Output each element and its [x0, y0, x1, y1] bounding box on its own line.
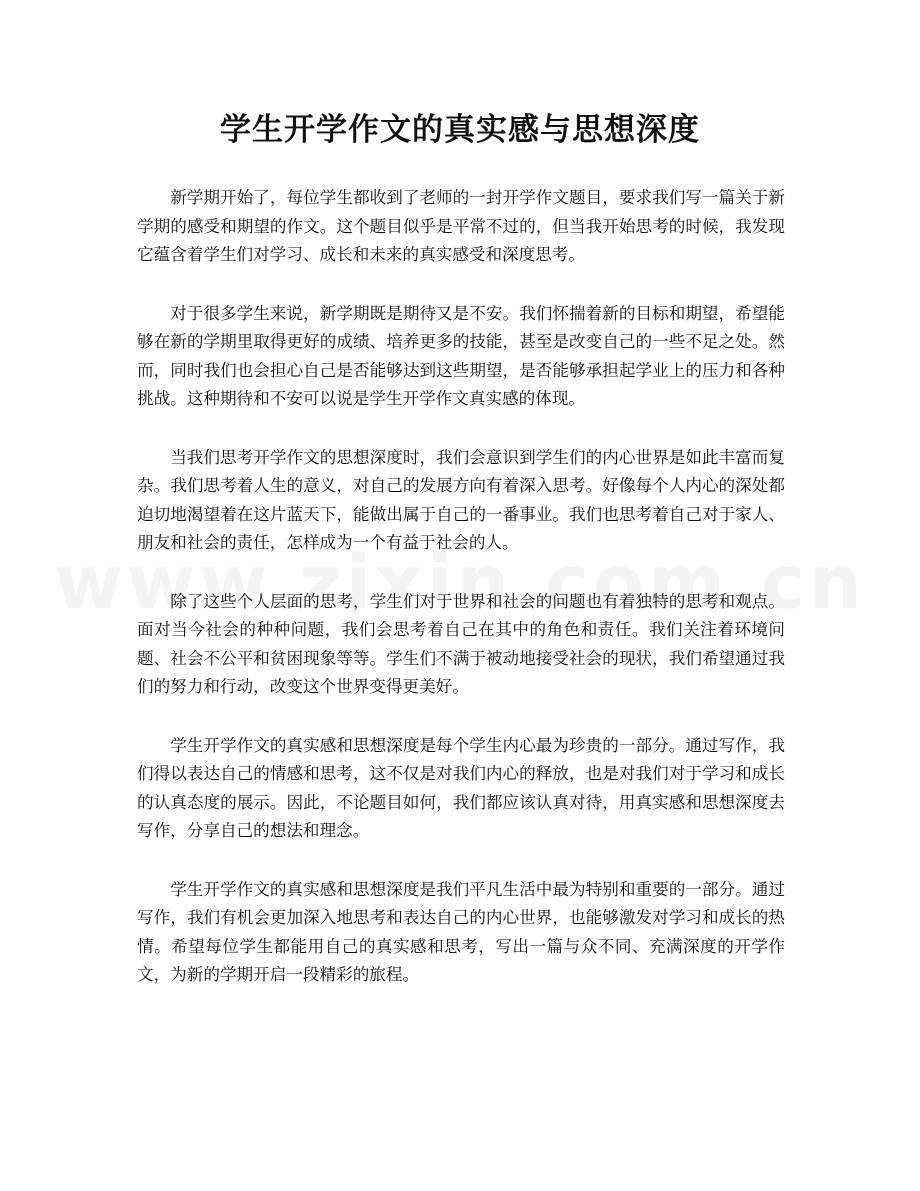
- document-body: [137, 184, 785, 1020]
- paragraph-5: 学生开学作文的真实感和思想深度是每个学生内心最为珍贵的一部分。通过写作，我们得以表达自己的情感和思考，这不仅是对我们内心的释放，也是对我们对于学习和成长的认真态度的展示。因此，不论题目如何，我们都应该认真对待，用真实感和思想深度去写作，分享自己的想法和理念。: [137, 735, 785, 840]
- document-title: 学生开学作文的真实感与思想深度: [220, 112, 700, 148]
- paragraph-6: 学生开学作文的真实感和思想深度是我们平凡生活中最为特别和重要的一部分。通过写作，我们有机会更加深入地思考和表达自己的内心世界，也能够激发对学习和成长的热情。希望每位学生都能用自己的真实感和思考，写出一篇与众不同、充满深度的开学作文，为新的学期开启一段精彩的旅程。: [137, 879, 785, 984]
- paragraph-1: 新学期开始了，每位学生都收到了老师的一封开学作文题目，要求我们写一篇关于新学期的感受和期望的作文。这个题目似乎是平常不过的，但当我开始思考的时候，我发现它蕴含着学生们对学习、成长和未来的真实感受和深度思考。: [137, 188, 785, 264]
- paragraph-3: 当我们思考开学作文的思想深度时，我们会意识到学生们的内心世界是如此丰富而复杂。我们思考着人生的意义，对自己的发展方向有着深入思考。好像每个人内心的深处都迫切地渴望着在这片蓝天下，能做出属于自己的一番事业。我们也思考着自己对于家人、朋友和社会的责任，怎样成为一个有益于社会的人。: [137, 447, 785, 552]
- paragraph-4: 除了这些个人层面的思考，学生们对于世界和社会的问题也有着独特的思考和观点。面对当今社会的种种问题，我们会思考着自己在其中的角色和责任。我们关注着环境问题、社会不公平和贫困现象等等。学生们不满于被动地接受社会的现状，我们希望通过我们的努力和行动，改变这个世界变得更美好。: [137, 591, 785, 696]
- paragraph-2: 对于很多学生来说，新学期既是期待又是不安。我们怀揣着新的目标和期望，希望能够在新的学期里取得更好的成绩、培养更多的技能，甚至是改变自己的一些不足之处。然而，同时我们也会担心自己是否能够达到这些期望，是否能够承担起学业上的压力和各种挑战。这种期待和不安可以说是学生开学作文真实感的体现。: [137, 303, 785, 408]
